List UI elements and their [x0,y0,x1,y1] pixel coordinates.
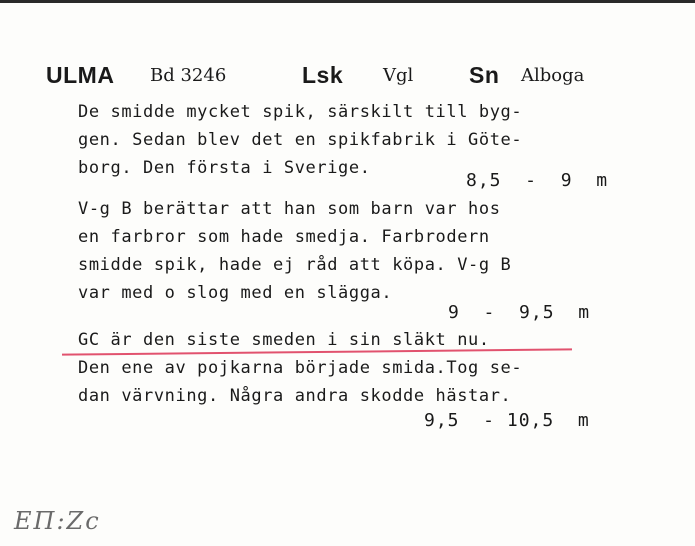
handwritten-signature: EΠ:Zc [14,507,101,535]
text-line: smidde spik, hade ej råd att köpa. V-g B [78,255,512,275]
measurement-3: 9,5 - 10,5 m [424,410,590,431]
text-line: Den ene av pojkarna började smida.Tog se- [78,358,523,378]
sn-value: Alboga [521,65,585,86]
text-line: var med o slog med en slägga. [78,283,393,303]
card-header [0,62,695,92]
text-line: GC är den siste smeden i sin släkt nu. [78,330,490,350]
label-lsk: Lsk [302,62,344,88]
bd-number: Bd 3246 [150,65,227,86]
card-top-border [0,0,695,3]
text-line: V-g B berättar att han som barn var hos [78,199,501,219]
text-line: gen. Sedan blev det en spikfabrik i Göte- [78,130,523,150]
measurement-1: 8,5 - 9 m [466,170,609,191]
label-sn: Sn [469,62,500,88]
text-line: dan värvning. Några andra skodde hästar. [78,386,512,406]
measurement-2: 9 - 9,5 m [448,302,591,323]
label-ulma: ULMA [46,62,115,88]
text-line: borg. Den första i Sverige. [78,158,371,178]
text-line: en farbror som hade smedja. Farbrodern [78,227,490,247]
lsk-value: Vgl [383,65,414,86]
text-line: De smidde mycket spik, särskilt till byg- [78,102,523,122]
